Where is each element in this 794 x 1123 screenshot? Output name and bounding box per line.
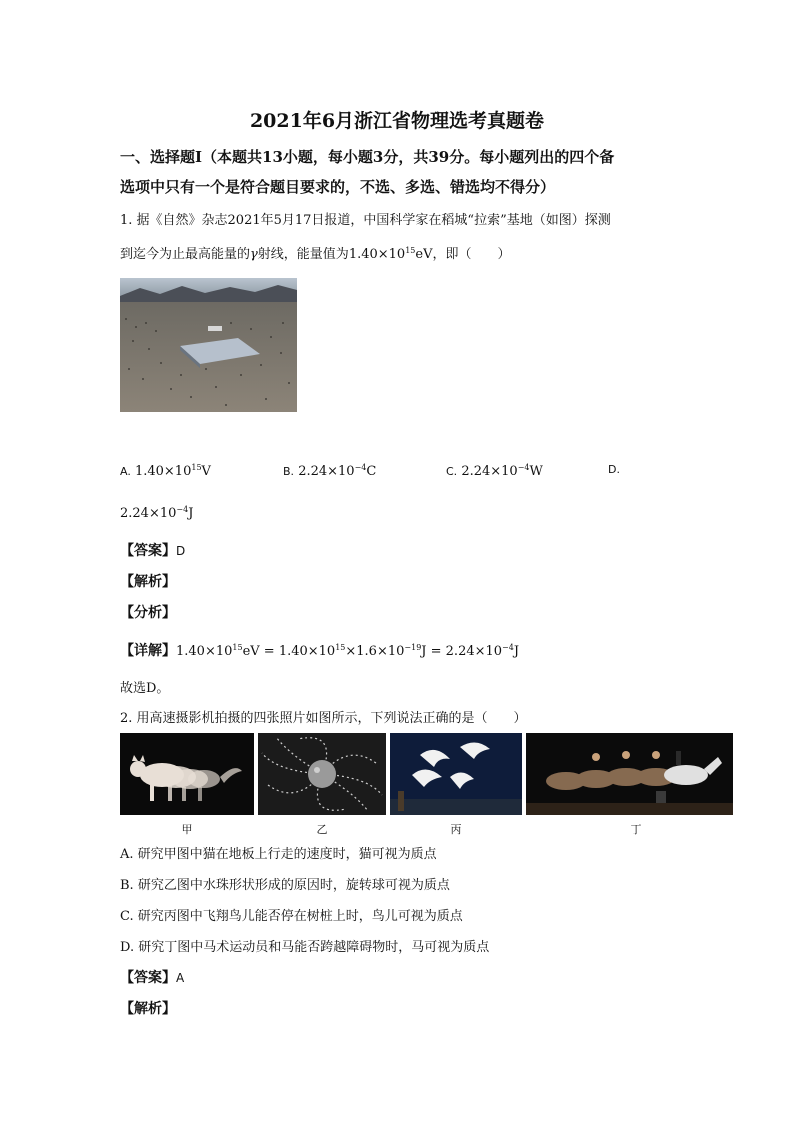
caption-yi: 乙	[316, 823, 328, 836]
section-heading-line2: 选项中只有一个是符合题目要求的，不选、多选、错选均不得分）	[120, 178, 556, 196]
spinning-ball-photo	[258, 733, 386, 815]
q2-answer: 【答案】A	[120, 970, 185, 986]
q2-analysis-tag: 【解析】	[120, 1001, 176, 1017]
cat-photo	[120, 733, 254, 815]
section-heading-line1: 一、选择题Ⅰ（本题共13小题，每小题3分，共39分。每小题列出的四个备	[120, 148, 615, 166]
caption-ding: 丁	[630, 823, 642, 836]
horse-rider-photo	[526, 733, 733, 815]
q1-detail: 【详解】$1.40\times 10^{15}eV = 1.40\times 10^{15}\times 1.6\times 10^{-19}J = 2.24\times 10^{-4}J$	[120, 643, 520, 659]
q2-option-b[interactable]: B. 研究乙图中水珠形状形成的原因时，旋转球可视为质点	[120, 878, 450, 893]
q1-option-c[interactable]: C. $2.24\times 10^{-4}W$	[446, 463, 543, 479]
q1-option-d-value[interactable]: $2.24\times 10^{-4}J$	[120, 505, 194, 521]
q1-option-d-label[interactable]: D.	[608, 463, 620, 476]
q1-stem-line2: 到迄今为止最高能量的γ射线，能量值为$1.40\times 10^{15}eV$，即（ ）	[120, 246, 511, 262]
page-title: 2021年6月浙江省物理选考真题卷	[249, 110, 545, 132]
q2-option-c[interactable]: C. 研究丙图中飞翔鸟儿能否停在树桩上时，鸟儿可视为质点	[120, 909, 463, 924]
q1-fenxi-tag: 【分析】	[120, 605, 176, 621]
caption-bing: 丙	[450, 823, 462, 836]
q1-option-b[interactable]: B. $2.24\times 10^{-4}C$	[283, 463, 377, 479]
lhaaso-observatory-photo	[120, 278, 297, 412]
q1-stem-line1: 1. 据《自然》杂志2021年5月17日报道，中国科学家在稻城“拉索”基地（如图）探测	[120, 213, 611, 228]
q1-analysis-tag: 【解析】	[120, 574, 176, 590]
q2-option-d[interactable]: D. 研究丁图中马术运动员和马能否跨越障碍物时，马可视为质点	[120, 940, 490, 955]
birds-photo	[390, 733, 522, 815]
q1-conclusion: 故选D。	[120, 681, 170, 696]
q2-stem: 2. 用高速摄影机拍摄的四张照片如图所示，下列说法正确的是（ ）	[120, 711, 527, 726]
q1-answer: 【答案】D	[120, 543, 186, 559]
q1-option-a[interactable]: A. $1.40\times 10^{15}V$	[120, 463, 211, 479]
caption-jia: 甲	[181, 823, 193, 836]
q2-option-a[interactable]: A. 研究甲图中猫在地板上行走的速度时，猫可视为质点	[120, 847, 437, 862]
